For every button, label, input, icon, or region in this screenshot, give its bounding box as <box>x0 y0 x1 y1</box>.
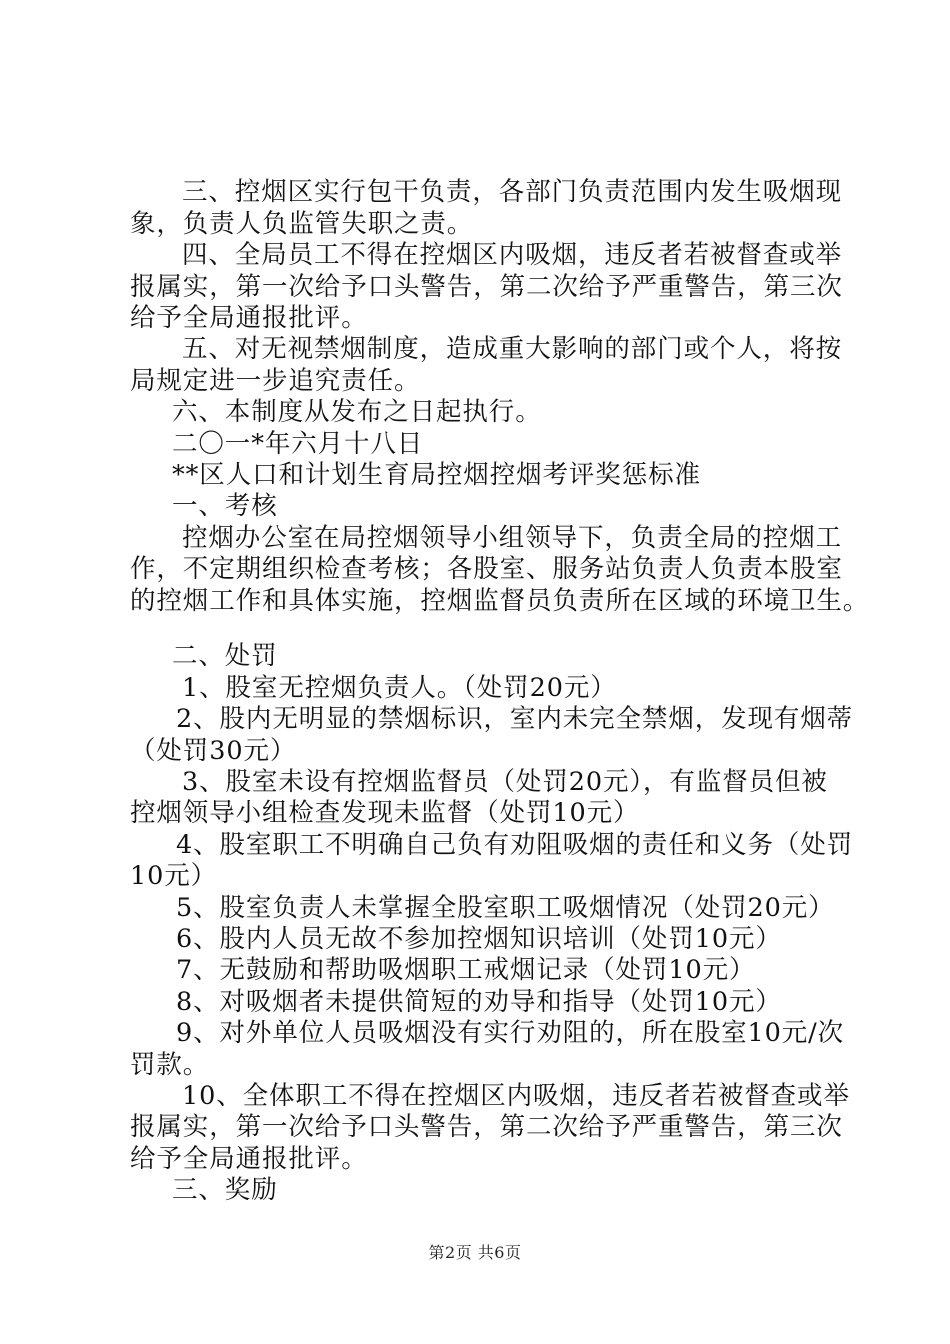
list-item: 7、无鼓励和帮助吸烟职工戒烟记录（处罚10元） <box>176 955 756 985</box>
paragraph-line: 作，不定期组织检查考核；各股室、服务站负责人负责本股室 <box>130 554 843 584</box>
list-item: 10、全体职工不得在控烟区内吸烟，违反者若被督查或举 <box>182 1081 850 1111</box>
list-item: 6、股内人员无故不参加控烟知识培训（处罚10元） <box>176 924 782 954</box>
section-title: **区人口和计划生育局控烟控烟考评奖惩标准 <box>172 460 701 490</box>
list-item-continued: 给予全局通报批评。 <box>130 1144 368 1174</box>
list-item: 8、对吸烟者未提供简短的劝导和指导（处罚10元） <box>176 987 782 1017</box>
paragraph-line: 控烟办公室在局控烟领导小组领导下，负责全局的控烟工 <box>182 523 843 553</box>
page-number: 第2页 共6页 <box>428 1243 522 1262</box>
paragraph-line: 象，负责人负监管失职之责。 <box>130 209 474 239</box>
paragraph-line: 的控烟工作和具体实施，控烟监督员负责所在区域的环境卫生。 <box>130 586 870 616</box>
paragraph-line: 给予全局通报批评。 <box>130 303 368 333</box>
list-item: 1、股室无控烟负责人。（处罚20元） <box>182 673 617 703</box>
list-item-continued: 罚款。 <box>130 1050 210 1080</box>
list-item: 9、对外单位人员吸烟没有实行劝阻的，所在股室10元/次 <box>176 1018 845 1048</box>
list-item: 2、股内无明显的禁烟标识，室内未完全禁烟，发现有烟蒂 <box>176 704 854 734</box>
paragraph-line: 五、对无视禁烟制度，造成重大影响的部门或个人，将按 <box>182 334 843 364</box>
list-item-continued: （处罚30元） <box>130 736 297 766</box>
paragraph-line: 四、全局员工不得在控烟区内吸烟，违反者若被督查或举 <box>182 240 843 270</box>
section-heading: 一、考核 <box>172 491 278 521</box>
list-item-continued: 10元） <box>130 861 218 891</box>
list-item: 5、股室负责人未掌握全股室职工吸烟情况（处罚20元） <box>176 893 835 923</box>
paragraph-line: 三、控烟区实行包干负责，各部门负责范围内发生吸烟现 <box>182 177 843 207</box>
paragraph-line: 报属实，第一次给予口头警告，第二次给予严重警告，第三次 <box>130 272 843 302</box>
paragraph-line: 局规定进一步追究责任。 <box>130 366 421 396</box>
section-heading: 三、奖励 <box>172 1175 278 1205</box>
list-item-continued: 报属实，第一次给予口头警告，第二次给予严重警告，第三次 <box>130 1112 843 1142</box>
section-heading: 二、处罚 <box>172 641 278 671</box>
paragraph-line: 六、本制度从发布之日起执行。 <box>172 397 542 427</box>
list-item: 3、股室未设有控烟监督员（处罚20元），有监督员但被 <box>182 767 828 797</box>
date-line: 二〇一*年六月十八日 <box>172 429 424 459</box>
list-item-continued: 控烟领导小组检查发现未监督（处罚10元） <box>130 798 640 828</box>
list-item: 4、股室职工不明确自己负有劝阻吸烟的责任和义务（处罚 <box>176 830 854 860</box>
